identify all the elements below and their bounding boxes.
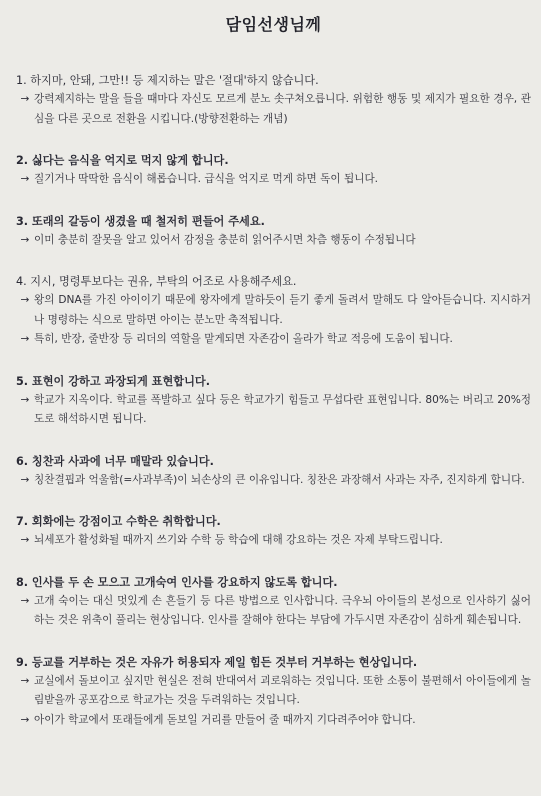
section-5 [16,372,531,430]
list-item [16,330,531,350]
list-item [16,170,531,190]
item-text: 학교가 지옥이다. 학교를 폭발하고 싶다 등은 학교가기 힘들고 무섭다란 표현입니다. 80%는 버리고 20%정도로 해석하시면 됩니다. [34,393,531,425]
arrow-icon: → [20,233,30,246]
section-2 [16,151,531,190]
list-item [16,291,531,330]
section-heading: 6. 칭찬과 사과에 너무 매말라 있습니다. [16,454,214,468]
item-text: 왕의 DNA를 가진 아이이기 때문에 왕자에게 말하듯이 듣기 좋게 돌려서 말해도 다 알아듣습니다. 지시하거나 명령하는 식으로 말하면 아이는 분노만 축적됩니다. [34,294,531,326]
section-heading: 8. 인사를 두 손 모으고 고개숙여 인사를 강요하지 않도록 합니다. [16,575,338,589]
arrow-icon: → [20,594,30,607]
section-heading: 9. 등교를 거부하는 것은 자유가 허용되자 제일 힘든 것부터 거부하는 현상입니다. [16,655,418,669]
arrow-icon: → [20,294,30,306]
section-heading: 4. 지시, 명령투보다는 권유, 부탁의 어조로 사용해주세요. [16,275,297,288]
item-text: 칭찬결핍과 억울함(=사과부족)이 뇌손상의 큰 이유입니다. 칭찬은 과장해서 사과는 자주, 진지하게 합니다. [34,473,525,486]
section-6 [16,452,531,491]
arrow-icon: → [20,674,30,687]
item-text: 이미 충분히 잘못을 알고 있어서 감정을 충분히 읽어주시면 차츰 행동이 수정됩니다 [34,233,416,246]
section-3 [16,212,531,251]
arrow-icon: → [20,173,30,185]
list-item [16,391,531,430]
list-item [16,711,531,731]
list-item [16,90,531,129]
section-9 [16,653,531,731]
list-item [16,231,531,251]
section-8 [16,573,531,631]
section-heading: 5. 표현이 강하고 과장되게 표현합니다. [16,374,210,388]
arrow-icon: → [20,393,30,406]
item-text: 질기거나 딱딱한 음식이 해롭습니다. 급식을 억지로 먹게 하면 독이 됩니다. [34,173,379,185]
arrow-icon: → [20,333,30,345]
arrow-icon: → [20,93,30,105]
arrow-icon: → [20,473,30,486]
section-heading: 2. 싫다는 음식을 억지로 먹지 않게 합니다. [16,154,229,167]
list-item [16,471,531,491]
page-title: 담임선생님께 [225,15,322,34]
section-4 [16,272,531,350]
arrow-icon: → [20,534,30,546]
section-7 [16,512,531,551]
item-text: 고개 숙이는 대신 멋있게 손 흔들기 등 다른 방법으로 인사합니다. 극우뇌 아이들의 본성으로 인사하기 싫어하는 것은 위축이 풀리는 현상입니다. 인사를 잘해야 한다는 부담에 가두시면 자존감이 심하게 훼손됩니다. [34,594,531,626]
item-text: 강력제지하는 말을 들을 때마다 자신도 모르게 분노 솟구쳐오릅니다. 위험한 행동 및 제지가 필요한 경우, 관심을 다른 곳으로 전환을 시킵니다.(방향전환하는 개념) [34,93,531,125]
list-item [16,672,531,711]
list-item [16,531,531,551]
section-heading: 1. 하지마, 안돼, 그만!! 등 제지하는 말은 '절대'하지 않습니다. [16,74,319,87]
item-text: 뇌세포가 활성화될 때까지 쓰기와 수학 등 학습에 대해 강요하는 것은 자제 부탁드립니다. [34,534,443,546]
item-text: 아이가 학교에서 또래들에게 돋보일 거리를 만들어 줄 때까지 기다려주어야 합니다. [34,713,416,726]
list-item [16,592,531,631]
arrow-icon: → [20,713,30,726]
item-text: 교실에서 돌보이고 싶지만 현실은 전혀 반대여서 괴로워하는 것입니다. 또한 소통이 불편해서 아이들에게 놀림받을까 공포감으로 학교가는 것을 두려워하는 것입니다. [34,674,531,706]
item-text: 특히, 반장, 줄반장 등 리더의 역할을 맡게되면 자존감이 올라가 학교 적응에 도움이 됩니다. [34,333,453,345]
section-heading: 7. 회화에는 강점이고 수학은 취학합니다. [16,515,221,528]
section-heading: 3. 또래의 갈등이 생겼을 때 철저히 편들어 주세요. [16,214,265,228]
section-1 [16,71,531,129]
